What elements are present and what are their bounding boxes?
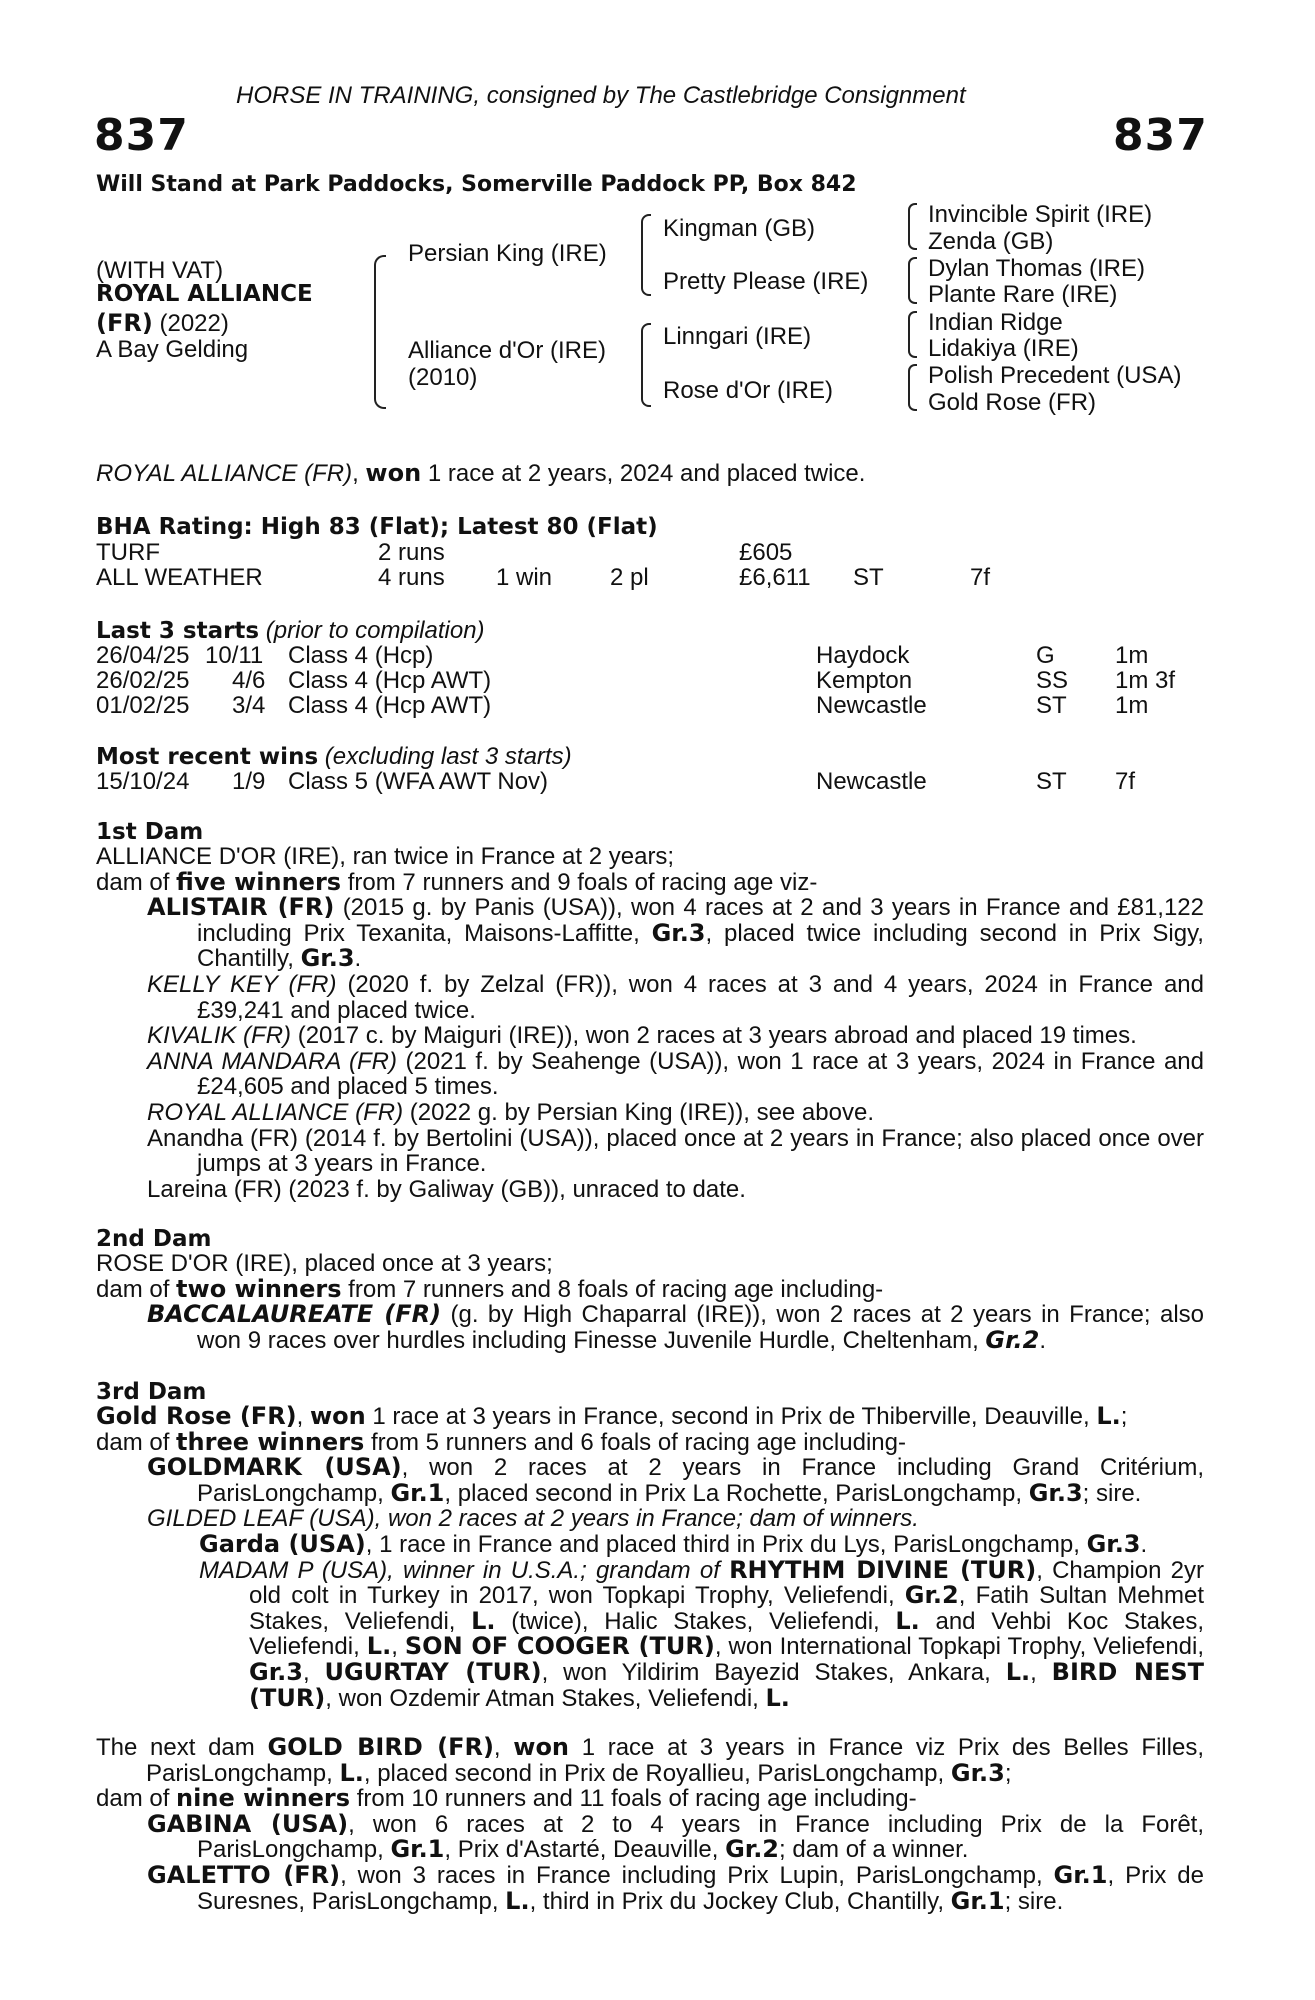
start-distance: 1m (1115, 642, 1149, 669)
start-course: Newcastle (816, 692, 927, 719)
second-dam-line: ROSE D'OR (IRE), placed once at 3 years; (96, 1250, 553, 1277)
offspring-galetto: GALETTO (FR), won 3 races in France including Prix Lupin, ParisLongchamp, Gr.1, Prix de Suresnes, ParisLongchamp, L., third in Prix du Jockey Club, Chantilly, Gr.1; sire. (147, 1860, 1205, 1915)
vat-note: (WITH VAT) (96, 257, 224, 284)
win-race: Class 5 (WFA AWT Nov) (288, 768, 549, 795)
dam-dam-sire: Polish Precedent (USA) (928, 362, 1182, 389)
offspring-anna-mandara: ANNA MANDARA (FR) (2021 f. by Seahenge (USA)), won 1 race at 3 years, 2024 in France and £24,605 and placed 5 times. (147, 1047, 1204, 1101)
third-dam-section (96, 1404, 1204, 1711)
pedigree-brace-g1 (908, 203, 917, 250)
start-position: 10/11 (205, 642, 264, 669)
start-race: Class 4 (Hcp) (288, 642, 434, 669)
rating-wins: 1 win (496, 564, 553, 591)
rating-surface: TURF (96, 539, 160, 566)
second-dam-section (96, 1251, 1204, 1353)
start-race: Class 4 (Hcp AWT) (288, 667, 492, 694)
start-race: Class 4 (Hcp AWT) (288, 692, 492, 719)
start-course: Haydock (816, 642, 910, 669)
dam-dam-dam: Gold Rose (FR) (928, 389, 1097, 416)
lot-number-left: 837 (94, 110, 189, 161)
first-dam-line: ALLIANCE D'OR (IRE), ran twice in France at 2 years; (96, 843, 675, 870)
horse-origin-year: (FR) (2022) (96, 309, 229, 337)
start-position: 4/6 (232, 667, 266, 694)
pedigree-brace-g2 (908, 257, 917, 304)
second-dam-produce-line: dam of two winners from 7 runners and 8 foals of racing age including- (96, 1274, 884, 1303)
first-dam-heading: 1st Dam (96, 819, 204, 845)
sire-dam: Pretty Please (IRE) (663, 268, 869, 295)
next-dam-section (96, 1735, 1204, 1914)
offspring-kelly-key: KELLY KEY (FR) (2020 f. by Zelzal (FR)), won 4 races at 3 and 4 years, 2024 in France and £39,241 and placed twice. (147, 970, 1205, 1024)
start-distance: 1m (1115, 692, 1149, 719)
start-date: 26/02/25 (96, 667, 190, 694)
sire-dam-dam: Plante Rare (IRE) (928, 281, 1118, 308)
rating-runs: 2 runs (378, 539, 445, 566)
recent-wins-heading: Most recent wins (excluding last 3 starts) (96, 743, 572, 770)
pedigree-brace-g4 (908, 364, 917, 411)
dam-sire-dam: Lidakiya (IRE) (928, 335, 1079, 362)
rating-going: ST (853, 564, 884, 591)
pedigree-brace-sire (641, 214, 651, 296)
win-course: Newcastle (816, 768, 927, 795)
pedigree-brace-g3 (908, 311, 917, 358)
last-starts-heading: Last 3 starts (prior to compilation) (96, 617, 485, 644)
start-going: SS (1036, 667, 1069, 694)
rating-surface: ALL WEATHER (96, 564, 263, 591)
offspring-baccalaureate: BACCALAUREATE (FR) (g. by High Chaparral (IRE)), won 2 races at 2 years in France; also won 9 races over hurdles including Finesse Juvenile Hurdle, Cheltenham, Gr.2. (147, 1300, 1204, 1354)
horse-name: ROYAL ALLIANCE (96, 281, 313, 307)
race-summary: ROYAL ALLIANCE (FR), won 1 race at 2 years, 2024 and placed twice. (96, 459, 866, 487)
win-going: ST (1036, 768, 1067, 795)
next-dam-line: The next dam GOLD BIRD (FR), won 1 race at 3 years in France viz Prix des Belles Filles, ParisLongchamp, L., placed second in Prix de Royallieu, ParisLongchamp, Gr.3; (96, 1733, 1204, 1787)
stand-line: Will Stand at Park Paddocks, Somerville Paddock PP, Box 842 (96, 172, 857, 197)
offspring-royal-alliance: ROYAL ALLIANCE (FR) (2022 g. by Persian King (IRE)), see above. (147, 1098, 874, 1126)
sire-dam-sire: Dylan Thomas (IRE) (928, 255, 1145, 282)
start-date: 26/04/25 (96, 642, 190, 669)
offspring-lareina: Lareina (FR) (2023 f. by Galiway (GB)), unraced to date. (147, 1175, 746, 1203)
grand-offspring-garda: Garda (USA), 1 race in France and placed third in Prix du Lys, ParisLongchamp, Gr.3. (199, 1529, 1148, 1558)
first-dam-section (96, 844, 1204, 1202)
second-dam-heading: 2nd Dam (96, 1226, 212, 1252)
grand-offspring-madam-p: MADAM P (USA), winner in U.S.A.; grandam of RHYTHM DIVINE (TUR), Champion 2yr old colt in Turkey in 2017, won Topkapi Trophy, Veliefendi, Gr.2, Fatih Sultan Mehmet Stakes, Veliefendi, L. (twice), Halic Stakes, Veliefendi, L. and Vehbi Koc Stakes, Veliefendi, L., SON OF COOGER (TUR), won International Topkapi Trophy, Veliefendi, Gr.3, UGURTAY (TUR), won Yildirim Bayezid Stakes, Ankara, L., BIRD NEST (TUR), won Ozdemir Atman Stakes, Veliefendi, L. (199, 1555, 1205, 1712)
dam: Alliance d'Or (IRE) (408, 337, 606, 364)
pedigree-brace-main (374, 255, 386, 409)
start-position: 3/4 (232, 692, 266, 719)
offspring-kivalik: KIVALIK (FR) (2017 c. by Maiguri (IRE)), won 2 races at 3 years abroad and placed 19 times. (147, 1022, 1137, 1050)
lot-number-right: 837 (1113, 110, 1208, 161)
offspring-alistair: ALISTAIR (FR) (2015 g. by Panis (USA)), won 4 races at 2 and 3 years in France and £81,122 including Prix Texanita, Maisons-Laffitte, Gr.3, placed twice including second in Prix Sigy, Chantilly, Gr.3. (147, 893, 1204, 973)
rating-runs: 4 runs (378, 564, 445, 591)
sire-sire: Kingman (GB) (663, 215, 816, 242)
dam-sire: Linngari (IRE) (663, 323, 812, 350)
start-going: G (1036, 642, 1055, 669)
start-date: 01/02/25 (96, 692, 190, 719)
rating-prize: £605 (739, 539, 793, 566)
offspring-gilded-leaf: GILDED LEAF (USA), won 2 races at 2 years in France; dam of winners. (147, 1505, 919, 1533)
third-dam-line: Gold Rose (FR), won 1 race at 3 years in France, second in Prix de Thiberville, Deauville, L.; (96, 1402, 1128, 1430)
first-dam-produce-line: dam of five winners from 7 runners and 9 foals of racing age viz- (96, 867, 818, 896)
win-position: 1/9 (232, 768, 266, 795)
sire: Persian King (IRE) (408, 240, 607, 267)
start-course: Kempton (816, 667, 913, 694)
consignment-line: HORSE IN TRAINING, consigned by The Castlebridge Consignment (236, 82, 966, 109)
dam-year: (2010) (408, 364, 478, 391)
sire-sire-sire: Invincible Spirit (IRE) (928, 201, 1153, 228)
rating-placed: 2 pl (610, 564, 649, 591)
pedigree-brace-dam (641, 323, 651, 407)
rating-distance: 7f (970, 564, 991, 591)
sire-sire-dam: Zenda (GB) (928, 228, 1054, 255)
horse-description: A Bay Gelding (96, 336, 249, 363)
offspring-anandha: Anandha (FR) (2014 f. by Bertolini (USA)), placed once at 2 years in France; also placed once over jumps at 3 years in France. (147, 1124, 1204, 1178)
rating-prize: £6,611 (739, 564, 811, 591)
dam-dam: Rose d'Or (IRE) (663, 377, 833, 404)
third-dam-heading: 3rd Dam (96, 1379, 207, 1405)
third-dam-produce-line: dam of three winners from 5 runners and 6 foals of racing age including- (96, 1427, 906, 1456)
start-distance: 1m 3f (1115, 667, 1176, 694)
dam-sire-sire: Indian Ridge (928, 309, 1063, 336)
next-dam-produce-line: dam of nine winners from 10 runners and 11 foals of racing age including- (96, 1784, 917, 1813)
bha-rating: BHA Rating: High 83 (Flat); Latest 80 (Flat) (96, 514, 658, 540)
offspring-goldmark: GOLDMARK (USA), won 2 races at 2 years in France including Grand Critérium, ParisLongchamp, Gr.1, placed second in Prix La Rochette, ParisLongchamp, Gr.3; sire. (147, 1453, 1204, 1507)
win-distance: 7f (1115, 768, 1136, 795)
win-date: 15/10/24 (96, 768, 190, 795)
offspring-gabina: GABINA (USA), won 6 races at 2 to 4 years in France including Prix de la Forêt, ParisLongchamp, Gr.1, Prix d'Astarté, Deauville, Gr.2; dam of a winner. (147, 1809, 1205, 1864)
start-going: ST (1036, 692, 1067, 719)
